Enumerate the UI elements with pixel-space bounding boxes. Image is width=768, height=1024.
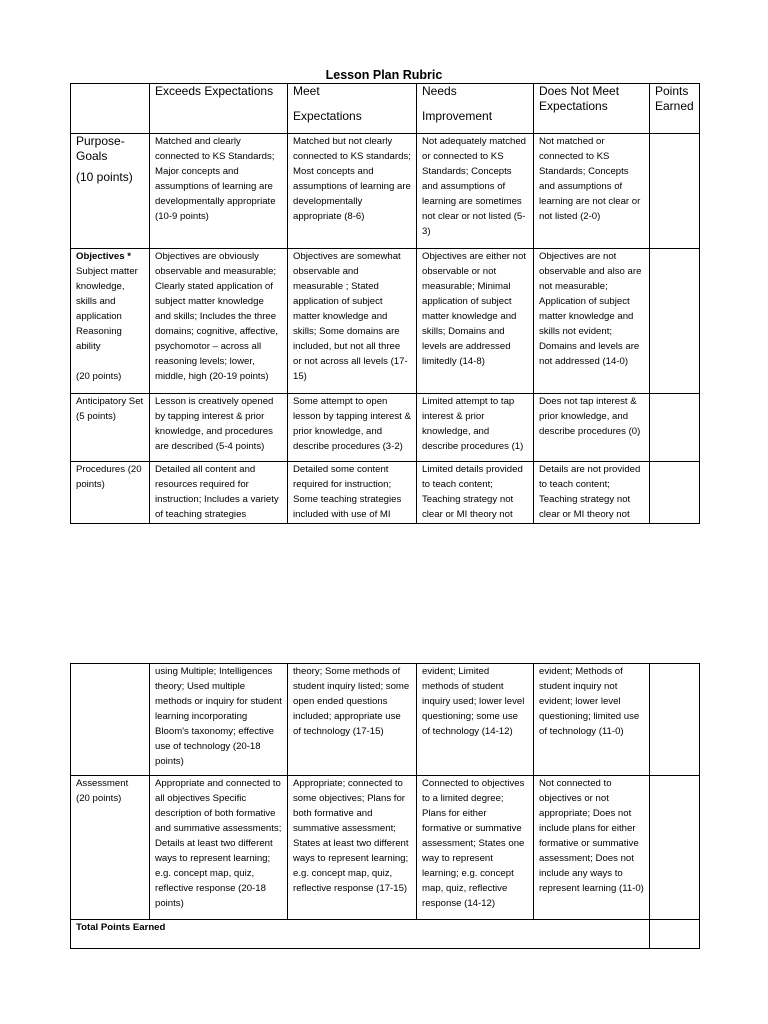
header-meet: [288, 84, 417, 134]
header-needs-line2: Improvement: [422, 109, 493, 123]
header-meet-line2: Expectations: [293, 109, 362, 123]
assessment-not-meet: Not connected to objectives or not appropriate; Does not include plans for either formative or summative assessment; Does not include any ways to represent learning (11-0): [534, 776, 650, 920]
header-not-meet: Does Not Meet Expectations: [534, 84, 650, 134]
objectives-exceeds: Objectives are obviously observable and measurable; Clearly stated application of subject matter knowledge and skills; Includes the three domains; cognitive, affective, psychomotor – across all reasoning levels; lower, middle, high (20-19 points): [150, 249, 288, 394]
assessment-exceeds: Appropriate and connected to all objectives Specific description of both formative and summative assessments; Details at least two different ways to represent learning; e.g. concept map, quiz, reflective response (20-18 points): [150, 776, 288, 920]
header-blank-cell: [71, 84, 150, 134]
objectives-meet: Objectives are somewhat observable and measurable ; Stated application of subject matter knowledge and skills; Some domains are included, but not all three or not across all levels (17-15): [288, 249, 417, 394]
table-row-procedures-continued: [71, 664, 700, 776]
purpose-needs: Not adequately matched or connected to KS Standards; Concepts and assumptions of learning are sometimes not clear or not listed (5-3): [417, 134, 534, 249]
procedures-cont-points-earned: [650, 664, 700, 776]
header-meet-line1: Meet: [293, 84, 320, 98]
table-row-total: [71, 920, 700, 949]
table-row-anticipatory: [71, 394, 700, 462]
purpose-label: Purpose-Goals: [76, 134, 125, 163]
purpose-points: (10 points): [76, 170, 133, 184]
table-row-assessment: [71, 776, 700, 920]
table-row-procedures: [71, 462, 700, 524]
anticipatory-points-earned: [650, 394, 700, 462]
purpose-exceeds: Matched and clearly connected to KS Standards; Major concepts and assumptions of learning are developmentally appropriate (10-9 points): [150, 134, 288, 249]
objectives-points: (20 points): [76, 371, 122, 382]
objectives-label-cell: [71, 249, 150, 394]
rubric-table-page-1: [70, 83, 700, 524]
objectives-label-detail: Subject matter knowledge, skills and application Reasoning ability: [76, 266, 138, 352]
procedures-points-earned: [650, 462, 700, 524]
purpose-meet: Matched but not clearly connected to KS standards; Most concepts and assumptions of learning are developmentally appropriate (8-6): [288, 134, 417, 249]
procedures-cont-label: [71, 664, 150, 776]
assessment-label: Assessment (20 points): [71, 776, 150, 920]
objectives-not-meet: Objectives are not observable and also are not measurable; Application of subject matter knowledge and skills not evident; Domains and levels are not addressed (14-0): [534, 249, 650, 394]
page-title: Lesson Plan Rubric: [325, 68, 443, 82]
purpose-not-meet: Not matched or connected to KS Standards; Concepts and assumptions of learning are not clear or not listed (2-0): [534, 134, 650, 249]
total-points-earned: [650, 920, 700, 949]
purpose-points-earned: [650, 134, 700, 249]
objectives-label: Objectives *: [76, 251, 131, 262]
procedures-cont-needs: evident; Limited methods of student inquiry used; lower level questioning; some use of technology (14-12): [417, 664, 534, 776]
assessment-points-earned: [650, 776, 700, 920]
procedures-label: Procedures (20 points): [71, 462, 150, 524]
header-exceeds: Exceeds Expectations: [150, 84, 288, 134]
assessment-needs: Connected to objectives to a limited degree; Plans for either formative or summative assessment; States one way to represent learning; e.g. concept map, quiz, reflective response (14-12): [417, 776, 534, 920]
procedures-cont-exceeds: using Multiple; Intelligences theory; Used multiple methods or inquiry for student learning incorporating Bloom's taxonomy; effective use of technology (20-18 points): [150, 664, 288, 776]
procedures-exceeds: Detailed all content and resources required for instruction; Includes a variety of teaching strategies: [150, 462, 288, 524]
total-points-label: Total Points Earned: [71, 920, 650, 949]
rubric-table-page-2: [70, 663, 700, 949]
purpose-label-cell: [71, 134, 150, 249]
header-row: [71, 84, 700, 134]
objectives-points-earned: [650, 249, 700, 394]
procedures-needs: Limited details provided to teach content; Teaching strategy not clear or MI theory not: [417, 462, 534, 524]
table-row-purpose: [71, 134, 700, 249]
procedures-not-meet: Details are not provided to teach content; Teaching strategy not clear or MI theory not: [534, 462, 650, 524]
procedures-meet: Detailed some content required for instruction; Some teaching strategies included with use of MI: [288, 462, 417, 524]
header-needs: [417, 84, 534, 134]
header-needs-line1: Needs: [422, 84, 457, 98]
procedures-cont-meet: theory; Some methods of student inquiry listed; some open ended questions included; appropriate use of technology (17-15): [288, 664, 417, 776]
objectives-needs: Objectives are either not observable or not measurable; Minimal application of subject matter knowledge and skills; Domains and levels are addressed limitedly (14-8): [417, 249, 534, 394]
anticipatory-exceeds: Lesson is creatively opened by tapping interest & prior knowledge, and procedures are described (5-4 points): [150, 394, 288, 462]
procedures-cont-not-meet: evident; Methods of student inquiry not evident; lower level questioning; limited use of technology (11-0): [534, 664, 650, 776]
anticipatory-meet: Some attempt to open lesson by tapping interest & prior knowledge, and describe procedures (3-2): [288, 394, 417, 462]
header-points: Points Earned: [650, 84, 700, 134]
anticipatory-not-meet: Does not tap interest & prior knowledge, and describe procedures (0): [534, 394, 650, 462]
anticipatory-label: Anticipatory Set (5 points): [71, 394, 150, 462]
assessment-meet: Appropriate; connected to some objectives; Plans for both formative and summative assessment; States at least two different ways to represent learning; e.g. concept map, quiz, reflective response (17-15): [288, 776, 417, 920]
table-row-objectives: [71, 249, 700, 394]
anticipatory-needs: Limited attempt to tap interest & prior knowledge, and describe procedures (1): [417, 394, 534, 462]
